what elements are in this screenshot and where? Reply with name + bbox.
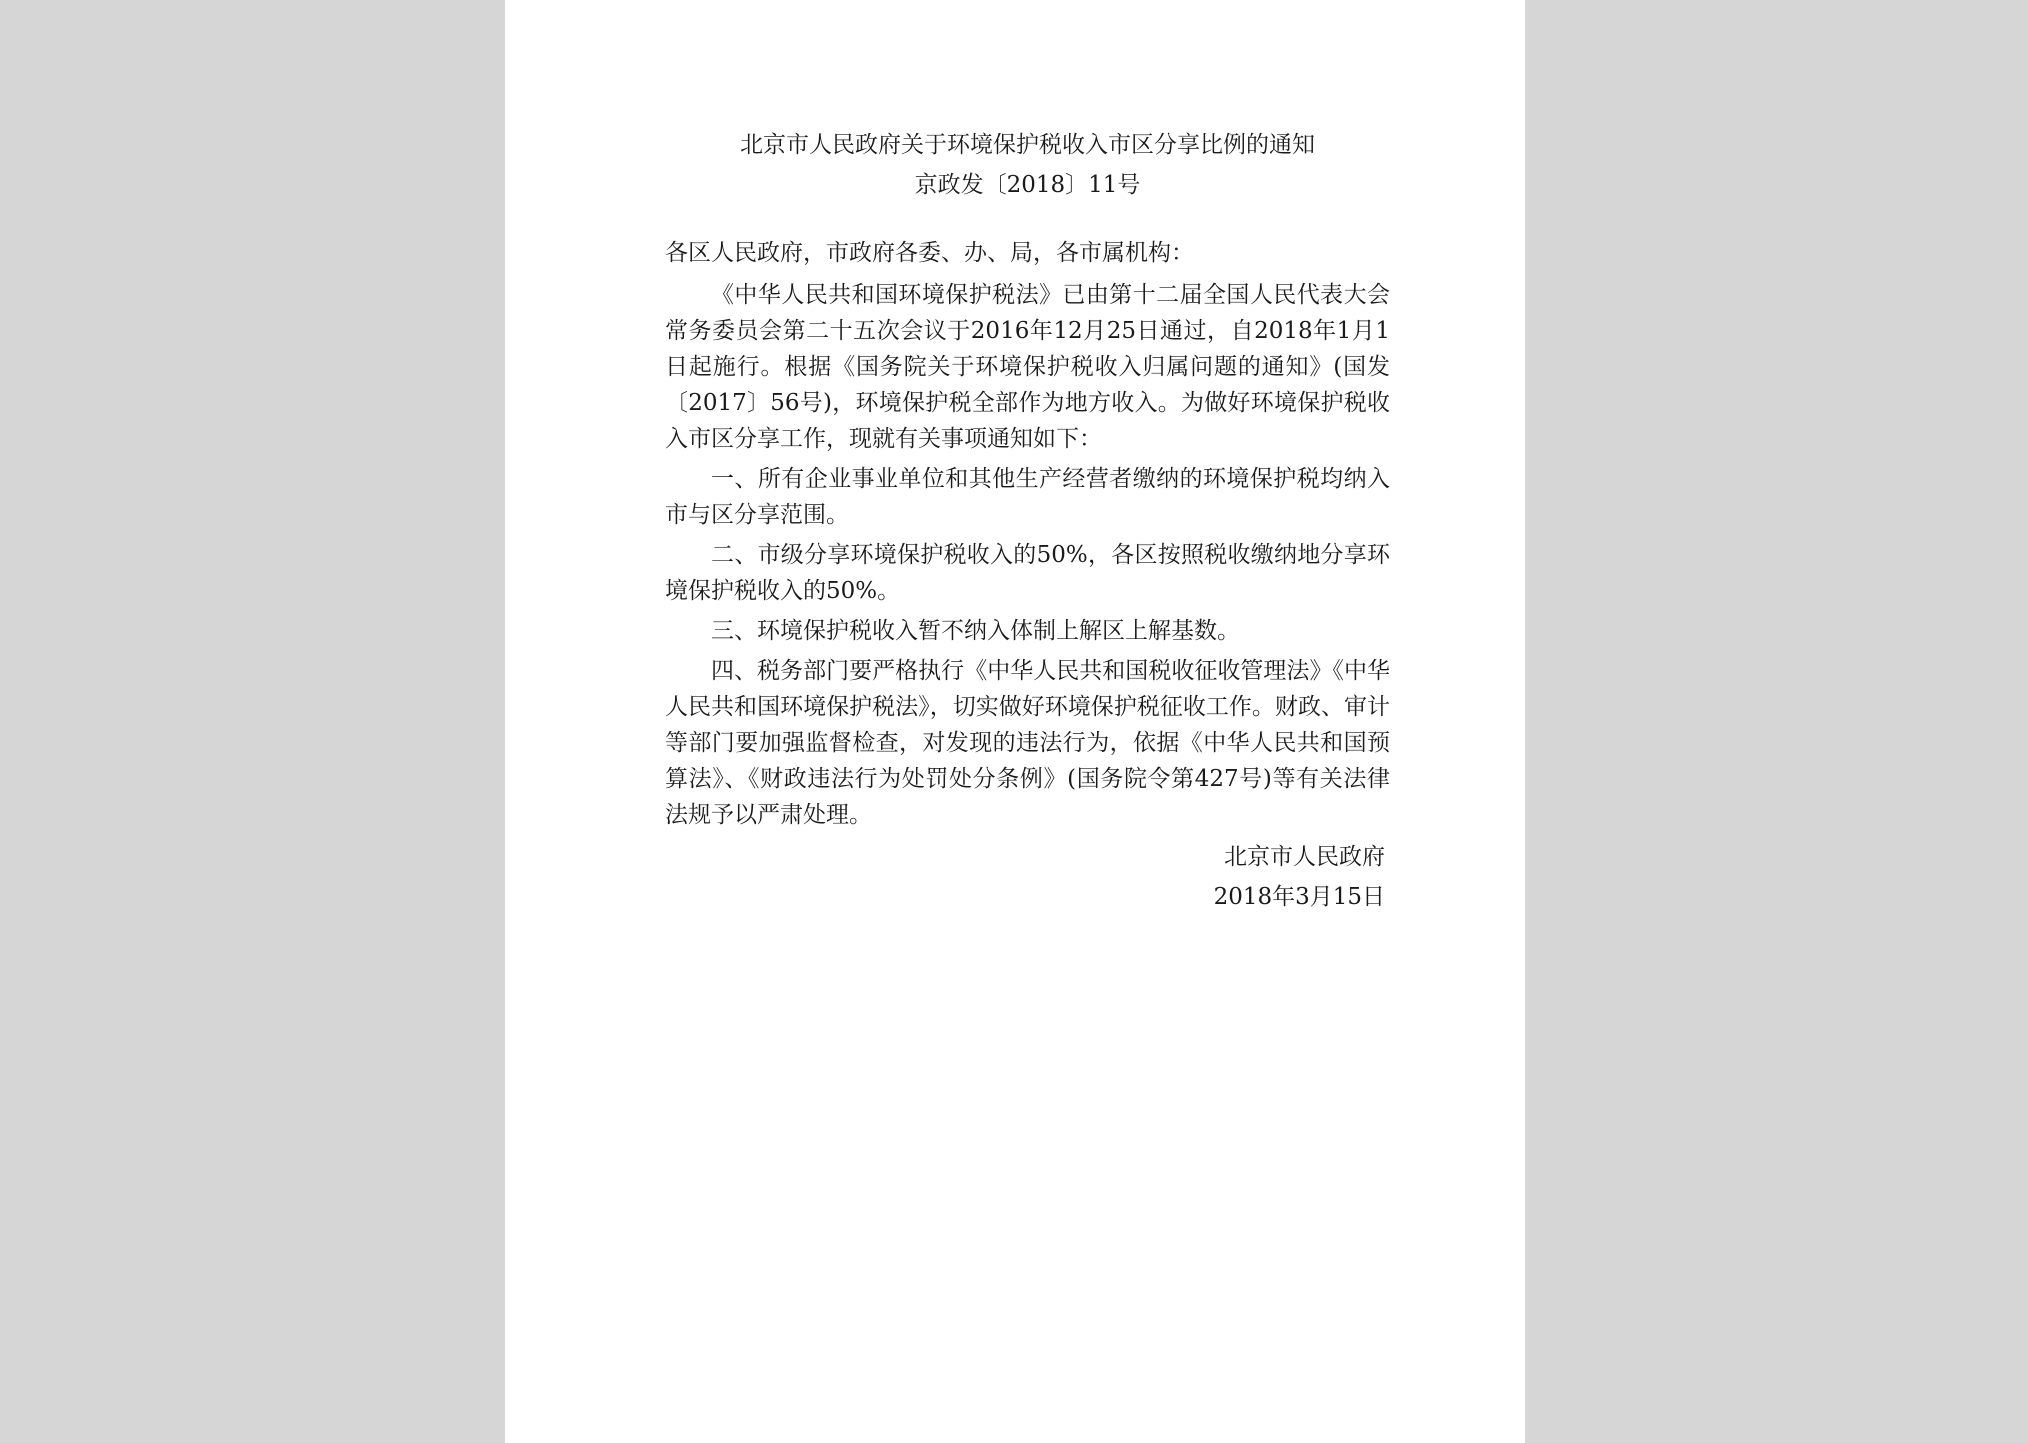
paragraph-item-3: 三、环境保护税收入暂不纳入体制上解区上解基数。 <box>711 618 1240 644</box>
document-content <box>665 125 1390 917</box>
signature: 北京市人民政府 <box>1224 844 1385 870</box>
paragraph-item-4: 四、税务部门要严格执行《中华人民共和国税收征收管理法》《中华人民共和国环境保护税法》，切实做好环境保护税征收工作。财政、审计等部门要加强监督检查，对发现的违法行为，依据《中华人民共和国预算法》、《财政违法行为处罚处分条例》(国务院令第427号)等有关法律法规予以严肃处理。 <box>665 658 1390 828</box>
document-page <box>505 0 1525 1443</box>
document-date: 2018年3月15日 <box>1213 884 1385 910</box>
document-title: 北京市人民政府关于环境保护税收入市区分享比例的通知 <box>740 132 1315 158</box>
paragraph-item-1: 一、所有企业事业单位和其他生产经营者缴纳的环境保护税均纳入市与区分享范围。 <box>665 466 1390 528</box>
document-number: 京政发〔2018〕11号 <box>914 172 1141 198</box>
paragraph-intro: 《中华人民共和国环境保护税法》已由第十二届全国人民代表大会常务委员会第二十五次会议于2016年12月25日通过，自2018年1月1日起施行。根据《国务院关于环境保护税收入归属问题的通知》(国发〔2017〕56号)，环境保护税全部作为地方收入。为做好环境保护税收入市区分享工作，现就有关事项通知如下： <box>665 282 1390 452</box>
paragraph-item-2: 二、市级分享环境保护税收入的50%，各区按照税收缴纳地分享环境保护税收入的50%。 <box>665 542 1390 604</box>
salutation: 各区人民政府，市政府各委、办、局，各市属机构： <box>665 240 1194 266</box>
